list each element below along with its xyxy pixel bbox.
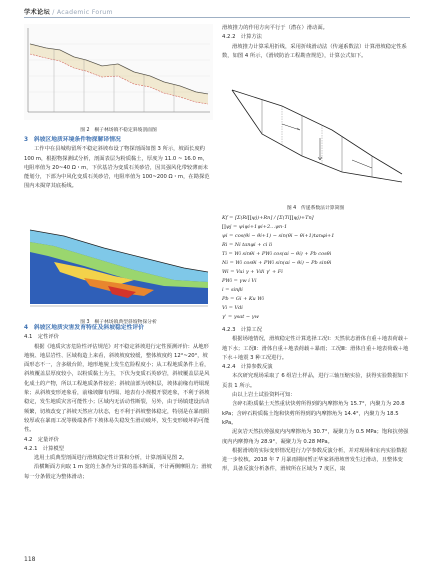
section-4-1-paragraph: 根据《地质灾害危险性评估规范》对不稳定斜坡进行定性预测评价：从地形地貌、地层岩性、区域构造上来看，斜坡坡度较缓，整体坡度约 12°~20°，坡面形态不一，含多级台阶，地形地貌上发生危险程度小；从工程地质条件上看，斜坡覆盖层厚度较小，以粉质黏土为主，下伏为变质石英砂岩，斜坡覆盖层是风化成土的产物，所以工程地质条件较差；斜坡前部为坡积层，坡体前缘有坍塌现象；从斜坡变形迹象看，前缘坡脚有坍塌、地表有小规模开裂迹象，不利于斜坡稳定，发生地质灾害可能性小；区域内无活动性断裂，另外，由于场镇建设活动频繁，切坡改变了斜坡天然应力状态，也不利于斜坡整体稳定，特别是在暴雨阻较厚或在暴雨工况等极端条件下坡体易失稳发生滑动破坏，发生变形破坏的可能性。 (24, 343, 210, 434)
header-title: 学术论坛 / Academic Forum (24, 9, 113, 16)
page-number: 118 (24, 556, 36, 563)
right-column-upper (222, 24, 409, 61)
formula-line: ψi = cos(θi − θi+1) − sin(θi − θi+1)tanφi+1 (222, 233, 335, 239)
section-4-2-title: 4.2 定量评价 (24, 436, 59, 443)
formula-line: Ni = Wi cosθi + PWi sin(αi − θi) − Pb sinθi (222, 260, 332, 266)
section-4-2-4-title: 4.2.4 计算参数反演 (222, 364, 273, 371)
section-4-2-2-paragraph: 滑坡推力计算采用折线，采用折线滑动法（传递系数法）计算滑坡稳定性系数，如图 4 所示，《滑坡防治工程勘查规范》，计算公式如下。 (222, 43, 407, 59)
header-rule (24, 17, 410, 18)
formula-line: ∏ψj = ψiψi+1ψi+2…ψn-1 (222, 224, 288, 230)
section-4-2-4-paragraph-2: 由以上岩土试验资料可知： (232, 392, 296, 399)
figure-2-caption: 图 2 桐子林场镇不稳定斜坡剖面图 (80, 128, 157, 133)
formula-line: Ti = Wi sinθi + PWi cos(αi − θi) + Pb cosθi (222, 251, 332, 257)
section-4-2-3-title: 4.2.3 计算工况 (222, 327, 262, 333)
formula-line: Kf = [Σ(Ri∏ψj)+Rn] / [Σ(Ti∏ψj)+Tn] (222, 215, 314, 221)
section-4-2-1-paragraph-2: 沿横断面方向取 1 m 宽的土条作为计算的基本断面，不计两侧摩阻力；滑坡每一分条假定为整体滑动； (24, 464, 212, 480)
left-column-upper (24, 136, 213, 192)
figure-2 (24, 24, 213, 133)
section-4-2-3-paragraph: 根据场地情况，滑坡稳定性计算选择工况Ⅰ：天然状态滑体自重＋地表荷载＋地下水；工况Ⅱ：滑体自重＋地表荷载＋暴雨；工况Ⅲ：滑体自重＋地表荷载＋地下水＋地震 3 种工况进行。 (222, 336, 409, 361)
formula-line: Wi = Vui γ + Vdi γ' + Fi (222, 269, 283, 275)
formula-line: i = sinβi (222, 287, 243, 293)
page-header (0, 0, 427, 22)
section-3-paragraph: 工作中在县城构留所不稳定斜坡布设了物探剖面如图 3 所示，坡面长度约 100 m，根据物探测试分析，剖面表层为粉质黏土，厚度为 11.0 ~ 16.0 m，电阻率值为 20~40 Ω・m，下伏基岩为变质石英砂岩，因其强风化带较薄而未能划分，下部为中风化变质石英砂岩，电阻率值为 100~200 Ω・m，在勘探范围内未揭穿其底板线。 (24, 146, 210, 190)
section-3-title: 3 斜坡区地质环境条件物探解译情况 (24, 137, 121, 143)
right-column-lower (222, 326, 409, 475)
figure-4-caption: 图 4 传递系数法计算简图 (286, 206, 345, 211)
formula-line: Vi = Vdi (222, 305, 243, 311)
section-4-2-4-paragraph-5: 根据滑坡的实际变形情况进行力学参数反演分析，并对现场和室内实验数据进一步校核。2018 年 7 月暴雨期间暂正华家斜滑坡曾发生过滑动，且整体变形，具备反演分析条件，滑坡所在区域为 7 度区，取 (222, 447, 407, 473)
section-4-title: 4 斜坡区地质灾害发育特征及斜坡稳定性评价 (24, 325, 144, 331)
section-4-1-title: 4.1 定性评价 (24, 334, 59, 341)
section-4-2-1-paragraph-1: 选用土质典型剖面进行滑坡稳定性计算和分析，计算剖面见图 2。 (34, 455, 188, 462)
figure-3-resistivity (24, 222, 213, 312)
section-4-2-1-title: 4.2.1 计算模型 (24, 445, 64, 452)
section-4-2-2-title: 4.2.2 计算方法 (222, 34, 262, 41)
formula-block (222, 214, 409, 322)
formula-line: Pb = Gi + Ku Wi (222, 296, 264, 302)
figure-3-caption: 图 3 桐子林场镇典型斜坡物探分析 (80, 320, 157, 325)
section-4-2-4-paragraph-4: 泥灰岩天然抗剪强度内内摩擦角为 30.7°，凝聚力为 0.5 MPa；饱和抗剪强度内内摩擦角为 28.9°，凝聚力为 0.28 MPa。 (222, 429, 409, 445)
formula-line: γ' = γsat − γw (222, 314, 259, 320)
section-4-2-4-paragraph-1: 本次研究现场采取了 6 组岩土样品，进行三轴压缩实验，获得实验数据如下页表 1 所示。 (222, 373, 409, 389)
section-4-2-4-paragraph-3: 含碎石粉质黏土天然重状快剪所得到的内摩擦角为 15.7°，内聚力为 20.8 kPa；含碎石粉质黏土饱和快剪所得到的内摩擦角为 14.4°，内聚力为 18.5 kPa。 (222, 401, 405, 426)
formula-line: Ri = Ni tanφi + ci li (222, 242, 273, 248)
figure-3 (24, 222, 213, 325)
figure-4 (222, 78, 409, 211)
figure-2-profile (24, 24, 213, 120)
paragraph-continued: 滑坡推力的作用方向平行于（潜在）滑动面。 (222, 25, 328, 31)
figure-4-diagram (222, 78, 409, 198)
left-column-lower (24, 324, 213, 482)
formula-line: PWi = γw i Vi (222, 278, 257, 284)
